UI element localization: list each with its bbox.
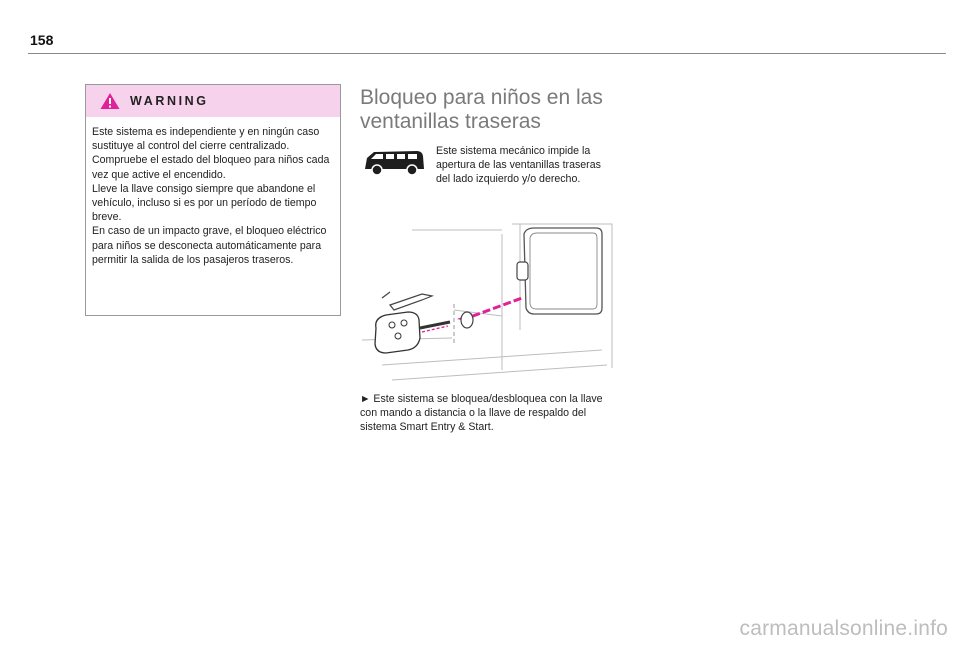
warning-paragraph: Este sistema es independiente y en ningún caso sustituye al control del cierre centralizado. xyxy=(92,126,320,153)
warning-box xyxy=(85,84,341,316)
warning-paragraph: Lleve la llave consigo siempre que abandone el vehículo, incluso si es por un período de tiempo breve. xyxy=(92,182,317,224)
warning-header xyxy=(86,85,340,117)
warning-body xyxy=(86,117,340,267)
section-title: Bloqueo para niños en las ventanillas traseras xyxy=(360,86,603,133)
car-icon xyxy=(362,148,426,178)
step-instruction: ► Este sistema se bloquea/desbloquea con la llave con mando a distancia o la llave de respaldo del sistema Smart Entry & Start. xyxy=(360,393,603,434)
warning-paragraph: Compruebe el estado del bloqueo para niños cada vez que active el encendido. xyxy=(92,154,330,181)
section-intro: Este sistema mecánico impide la apertura de las ventanillas traseras del lado izquierdo y/o derecho. xyxy=(436,145,601,186)
watermark: carmanualsonline.info xyxy=(739,617,948,640)
warning-title: WARNING xyxy=(130,94,209,108)
warning-triangle-icon xyxy=(100,92,120,110)
warning-paragraph: En caso de un impacto grave, el bloqueo eléctrico para niños se desconecta automáticamente para permitir la salida de los pasajeros traseros. xyxy=(92,225,327,266)
header-divider xyxy=(28,53,946,54)
child-lock-illustration xyxy=(362,220,614,388)
page-number: 158 xyxy=(30,32,54,48)
